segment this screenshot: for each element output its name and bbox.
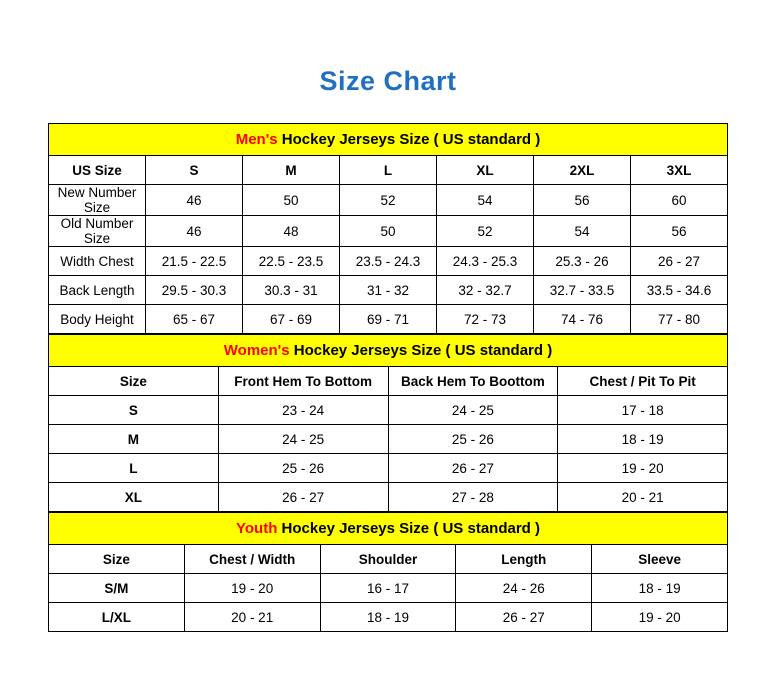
womens-cell-0-1: 23 - 24 [218,396,388,425]
womens-cell-1-3: 18 - 19 [558,425,728,454]
mens-cell-0-1: 46 [146,185,243,216]
mens-band [49,124,728,156]
youth-size-table [48,512,728,632]
womens-row-1-label: M [49,425,219,454]
womens-cell-1-1: 24 - 25 [218,425,388,454]
mens-band-rest: Hockey Jerseys Size ( US standard ) [277,131,541,148]
mens-cell-4-3: 69 - 71 [340,305,437,334]
womens-cell-3-2: 27 - 28 [388,483,558,512]
youth-cell-0-3: 24 - 26 [456,574,592,603]
womens-band [49,335,728,367]
youth-cell-0-2: 16 - 17 [320,574,456,603]
womens-header-3: Chest / Pit To Pit [558,367,728,396]
table-row [49,185,728,216]
mens-cell-3-1: 29.5 - 30.3 [146,276,243,305]
table-band-row [49,124,728,156]
table-row [49,603,728,632]
youth-row-0-label: S/M [49,574,185,603]
table-row [49,216,728,247]
youth-cell-0-4: 18 - 19 [592,574,728,603]
table-row [49,425,728,454]
mens-cell-0-2: 50 [243,185,340,216]
mens-cell-1-5: 54 [534,216,631,247]
mens-cell-3-2: 30.3 - 31 [243,276,340,305]
mens-cell-1-2: 48 [243,216,340,247]
mens-cell-3-3: 31 - 32 [340,276,437,305]
mens-cell-2-5: 25.3 - 26 [534,247,631,276]
youth-band-rest: Hockey Jerseys Size ( US standard ) [277,520,540,537]
mens-cell-2-3: 23.5 - 24.3 [340,247,437,276]
mens-row-3-label: Back Length [49,276,146,305]
mens-cell-0-4: 54 [437,185,534,216]
youth-cell-1-1: 20 - 21 [184,603,320,632]
table-row [49,574,728,603]
mens-band-accent: Men's [235,131,278,148]
mens-header-0: US Size [49,156,146,185]
womens-cell-2-3: 19 - 20 [558,454,728,483]
womens-row-2-label: L [49,454,219,483]
mens-cell-4-5: 74 - 76 [534,305,631,334]
youth-header-4: Sleeve [592,545,728,574]
youth-cell-1-3: 26 - 27 [456,603,592,632]
womens-size-table [48,334,728,512]
womens-cell-1-2: 25 - 26 [388,425,558,454]
mens-cell-2-4: 24.3 - 25.3 [437,247,534,276]
mens-cell-4-6: 77 - 80 [631,305,728,334]
mens-cell-3-5: 32.7 - 33.5 [534,276,631,305]
mens-cell-1-6: 56 [631,216,728,247]
mens-header-1: S [146,156,243,185]
mens-cell-0-3: 52 [340,185,437,216]
mens-row-1-label: Old Number Size [49,216,146,247]
womens-row-0-label: S [49,396,219,425]
mens-cell-0-5: 56 [534,185,631,216]
mens-header-6: 3XL [631,156,728,185]
womens-cell-2-1: 25 - 26 [218,454,388,483]
womens-cell-3-1: 26 - 27 [218,483,388,512]
womens-cell-3-3: 20 - 21 [558,483,728,512]
table-row [49,483,728,512]
youth-band-accent: Youth [236,520,278,537]
youth-header-2: Shoulder [320,545,456,574]
womens-band-rest: Hockey Jerseys Size ( US standard ) [289,342,553,359]
table-row [49,247,728,276]
womens-cell-0-2: 24 - 25 [388,396,558,425]
mens-cell-0-6: 60 [631,185,728,216]
womens-row-3-label: XL [49,483,219,512]
youth-cell-0-1: 19 - 20 [184,574,320,603]
table-row [49,305,728,334]
mens-cell-4-2: 67 - 69 [243,305,340,334]
table-row [49,454,728,483]
mens-header-3: L [340,156,437,185]
mens-header-5: 2XL [534,156,631,185]
youth-header-3: Length [456,545,592,574]
mens-cell-1-1: 46 [146,216,243,247]
womens-header-0: Size [49,367,219,396]
youth-row-1-label: L/XL [49,603,185,632]
womens-cell-2-2: 26 - 27 [388,454,558,483]
mens-cell-2-1: 21.5 - 22.5 [146,247,243,276]
table-header-row [49,545,728,574]
youth-header-1: Chest / Width [184,545,320,574]
page-title: Size Chart [319,66,457,96]
mens-row-2-label: Width Chest [49,247,146,276]
youth-cell-1-4: 19 - 20 [592,603,728,632]
mens-header-4: XL [437,156,534,185]
table-row [49,276,728,305]
mens-cell-3-4: 32 - 32.7 [437,276,534,305]
youth-band [49,513,728,545]
size-tables [48,123,728,632]
mens-cell-3-6: 33.5 - 34.6 [631,276,728,305]
mens-cell-1-4: 52 [437,216,534,247]
youth-header-0: Size [49,545,185,574]
womens-header-2: Back Hem To Boottom [388,367,558,396]
mens-cell-1-3: 50 [340,216,437,247]
mens-header-2: M [243,156,340,185]
table-band-row [49,335,728,367]
mens-row-4-label: Body Height [49,305,146,334]
mens-size-table [48,123,728,334]
mens-row-0-label: New Number Size [49,185,146,216]
table-band-row [49,513,728,545]
table-header-row [49,156,728,185]
mens-cell-2-6: 26 - 27 [631,247,728,276]
table-row [49,396,728,425]
womens-band-accent: Women's [223,342,290,359]
womens-header-1: Front Hem To Bottom [218,367,388,396]
mens-cell-2-2: 22.5 - 23.5 [243,247,340,276]
womens-cell-0-3: 17 - 18 [558,396,728,425]
mens-cell-4-4: 72 - 73 [437,305,534,334]
table-header-row [49,367,728,396]
mens-cell-4-1: 65 - 67 [146,305,243,334]
youth-cell-1-2: 18 - 19 [320,603,456,632]
